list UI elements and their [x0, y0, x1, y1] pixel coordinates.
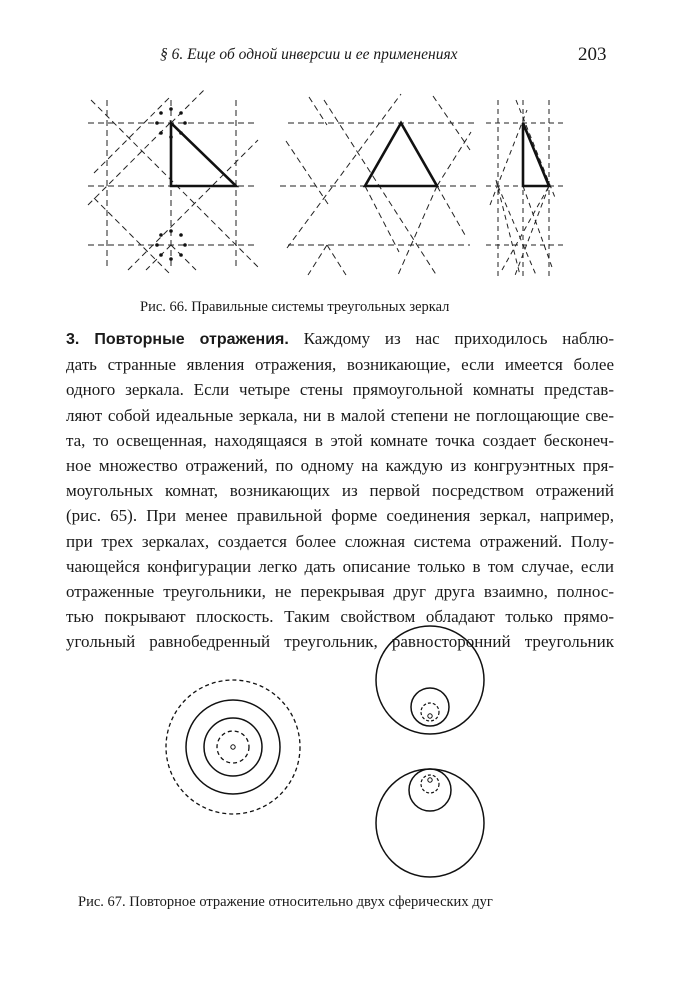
text-line-1: 3. Повторные отражения. Каждому из нас приходилось наблю- — [66, 329, 614, 348]
text-line-3: одного зеркала. Если четыре стены прямоугольной комнаты представ- — [66, 380, 614, 400]
text-line-2: дать странные явления отражения, возникающие, если имеется более — [66, 355, 614, 375]
text-line-7: моугольных комнат, возникающих из первой посредством отражений — [66, 481, 614, 501]
text-line-13: угольный равнобедренный треугольник, равносторонний треугольник — [66, 632, 614, 652]
triangle-equilateral — [365, 123, 437, 186]
mirror-circle-large-bottom — [376, 769, 484, 877]
mirror-circle-outer — [186, 700, 280, 794]
running-head: § 6. Еще об одной инверсии и ее применениях — [160, 46, 458, 63]
figure-66-isosceles-panel — [88, 88, 258, 275]
figure-66 — [88, 88, 566, 278]
figure-66-30-60-90-panel — [486, 100, 566, 278]
figure-67 — [166, 626, 484, 877]
text-line-4: ляют собой идеальные зеркала, ни в малой степени не поглощающие све- — [66, 405, 614, 425]
figure-67-concentric-panel — [166, 680, 300, 814]
figure-66-equilateral-panel — [280, 94, 478, 276]
reflected-circle-inner-dashed — [217, 731, 249, 763]
text-line-8: (рис. 65). При менее правильной форме соединения зеркал, например, — [66, 506, 614, 526]
text-line-5: та, то освещенная, находящаяся в этой комнате точка создает бесконеч- — [66, 430, 614, 450]
mirror-circle-small-top — [411, 688, 449, 726]
text-line-9: при трех зеркалах, создается более сложная система отражений. Полу- — [66, 531, 614, 551]
section-heading: 3. Повторные отражения. — [66, 331, 289, 348]
mirror-circle-inner — [204, 718, 262, 776]
reflected-point-top — [428, 714, 432, 718]
reflected-point-bottom — [428, 778, 432, 782]
figure-67-internally-tangent-bottom — [376, 769, 484, 877]
triangle-30-60-90 — [523, 123, 549, 186]
center-point — [231, 745, 235, 749]
figure-66-caption: Рис. 66. Правильные системы треугольных зеркал — [140, 299, 450, 315]
page-number: 203 — [578, 44, 607, 65]
text-line-12: тью покрывают плоскость. Таким свойством обладают только прямо- — [66, 607, 614, 627]
text-line-6: ное множество отражений, по одному на каждую из конгруэнтных пря- — [66, 456, 614, 476]
figure-67-caption: Рис. 67. Повторное отражение относительно двух сферических дуг — [78, 894, 493, 910]
text-line-10: чающейся конфигурации легко дать описание только в том случае, если — [66, 556, 614, 576]
text-line-11: отраженные треугольники, не перекрывая друг друга взаимно, полнос- — [66, 582, 614, 602]
section-body — [66, 326, 614, 655]
